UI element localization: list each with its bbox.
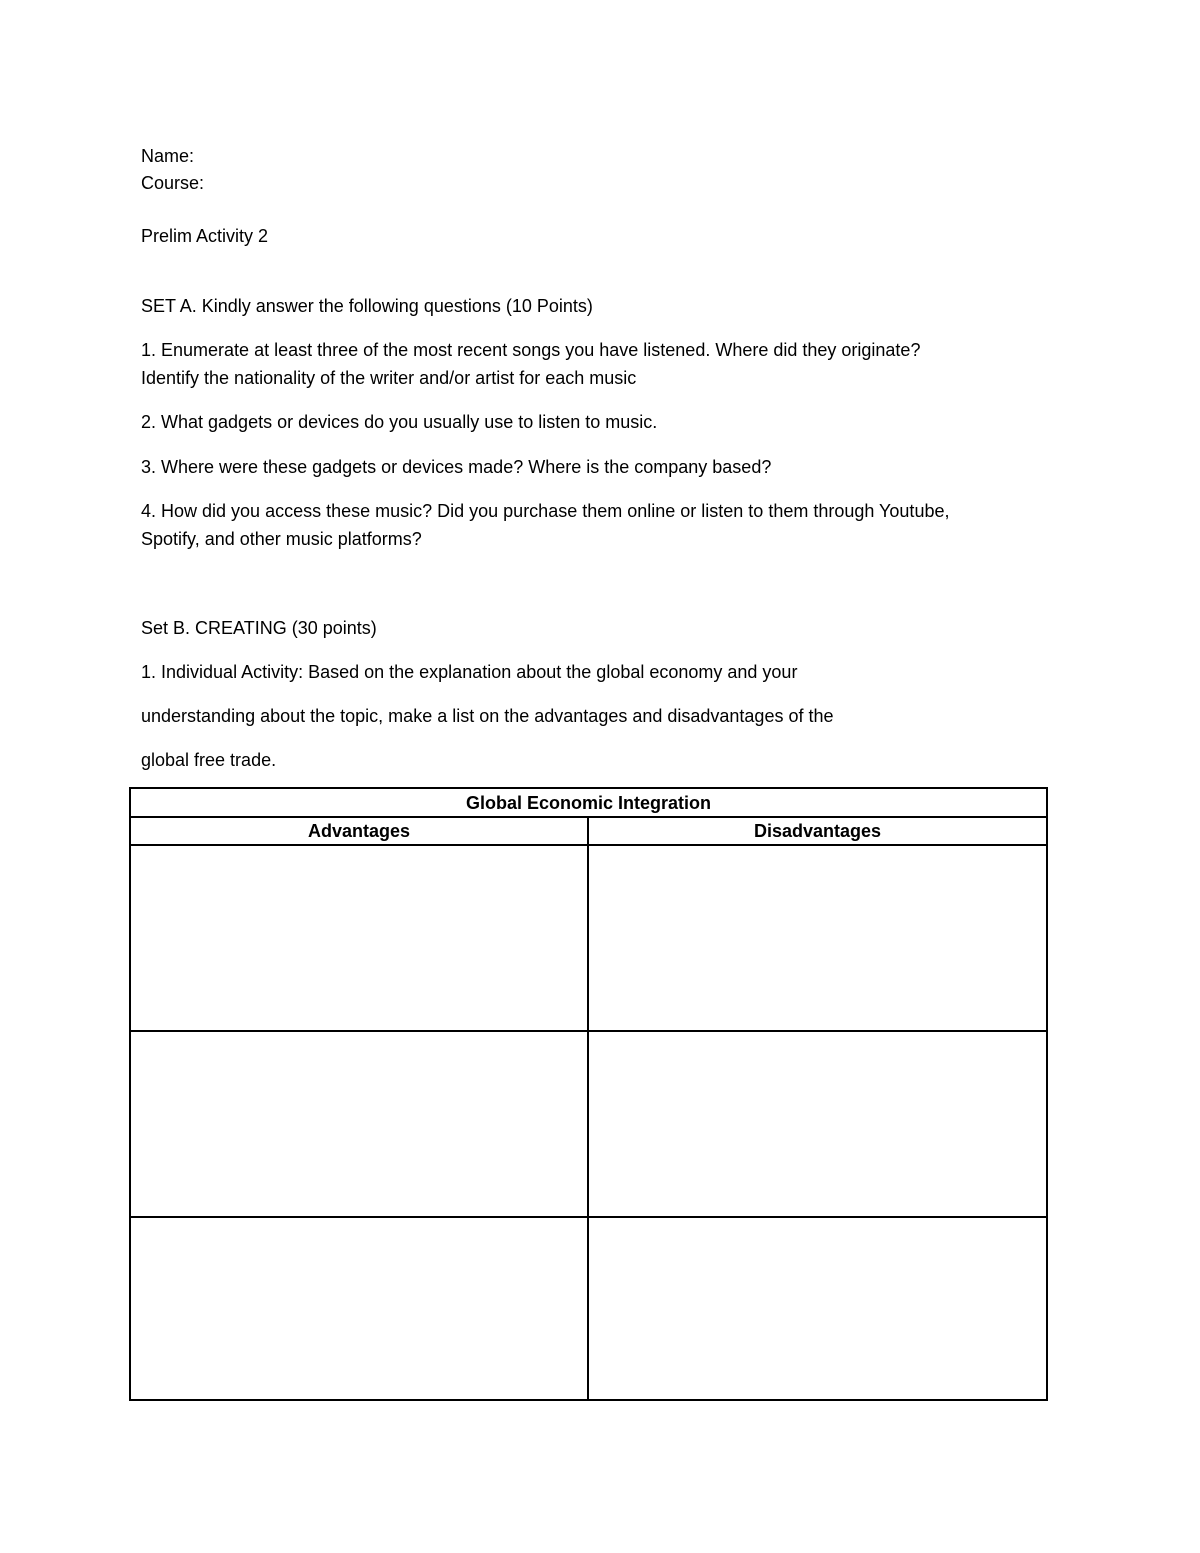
advantage-cell[interactable]: [131, 1218, 589, 1399]
disadvantage-cell[interactable]: [589, 1218, 1046, 1399]
table-row: [131, 846, 1046, 1032]
question-4-line-2: Spotify, and other music platforms?: [141, 529, 422, 549]
question-2: 2. What gadgets or devices do you usually use to listen to music.: [141, 412, 658, 432]
integration-table: [129, 787, 1048, 1401]
disadvantages-header: Disadvantages: [753, 821, 882, 841]
question-3: 3. Where were these gadgets or devices made? Where is the company based?: [141, 457, 772, 477]
set-b-instruction-line-3: global free trade.: [141, 750, 277, 770]
set-b-instruction-line-1: 1. Individual Activity: Based on the explanation about the global economy and your: [141, 662, 798, 682]
advantage-cell[interactable]: [131, 846, 589, 1030]
activity-title: Prelim Activity 2: [141, 226, 269, 246]
disadvantage-cell[interactable]: [589, 1032, 1046, 1216]
table-row: [131, 1218, 1046, 1399]
advantages-header: Advantages: [131, 818, 589, 844]
disadvantage-cell[interactable]: [589, 846, 1046, 1030]
set-b-instruction-line-2: understanding about the topic, make a list on the advantages and disadvantages of the: [141, 706, 834, 726]
question-1-line-2: Identify the nationality of the writer and/or artist for each music: [141, 368, 637, 388]
course-label: Course:: [141, 173, 205, 193]
table-title: Global Economic Integration: [131, 789, 1046, 818]
table-header-row: [131, 818, 1046, 846]
name-label: Name:: [141, 146, 195, 166]
set-b-heading: Set B. CREATING (30 points): [141, 618, 377, 638]
question-1-line-1: 1. Enumerate at least three of the most recent songs you have listened. Where did they originate?: [141, 340, 921, 360]
table-row: [131, 1032, 1046, 1218]
set-a-heading: SET A. Kindly answer the following questions (10 Points): [141, 296, 593, 316]
question-4-line-1: 4. How did you access these music? Did you purchase them online or listen to them through Youtube,: [141, 501, 950, 521]
advantage-cell[interactable]: [131, 1032, 589, 1216]
